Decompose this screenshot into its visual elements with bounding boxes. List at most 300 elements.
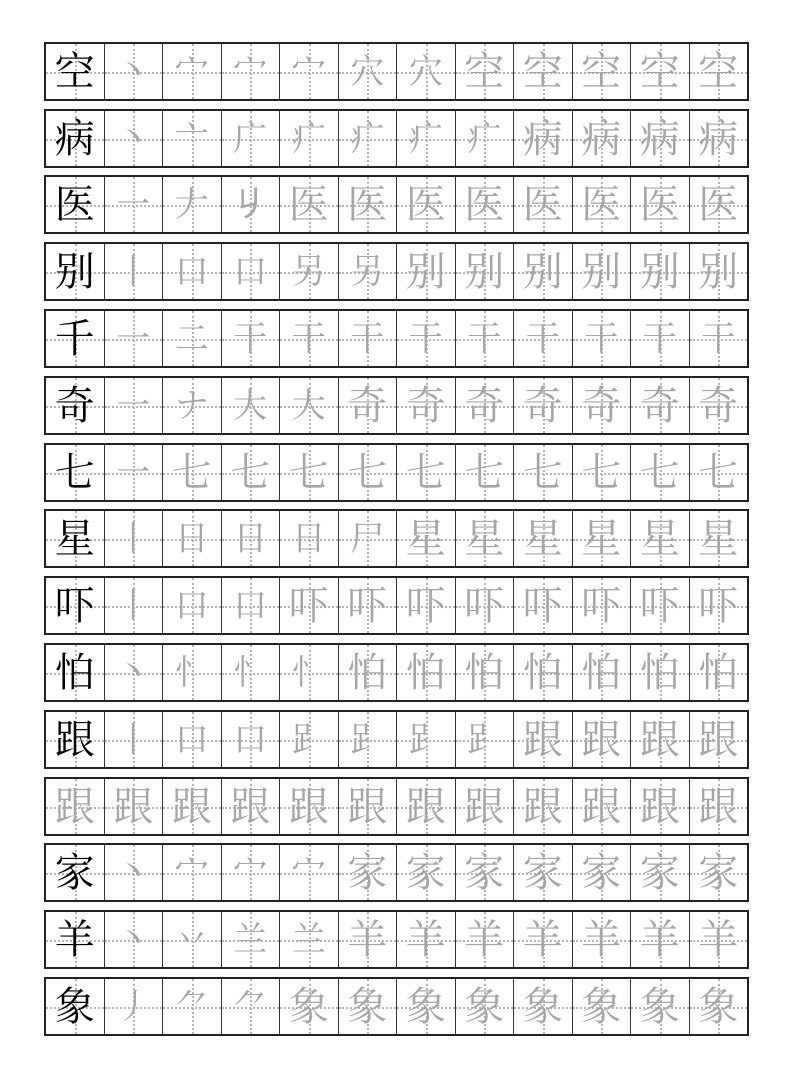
trace-character: 象	[639, 983, 680, 1030]
trace-stroke-cell	[513, 445, 572, 500]
model-character: 别	[54, 248, 95, 295]
trace-character: 医	[522, 181, 563, 228]
trace-character: 七	[581, 449, 622, 496]
trace-stroke-cell	[396, 111, 455, 166]
trace-stroke-cell	[221, 44, 280, 99]
model-character-cell	[46, 511, 104, 566]
trace-character: 跟	[698, 716, 739, 763]
trace-stroke-cell	[338, 578, 397, 633]
trace-character: 怕	[347, 649, 388, 696]
trace-stroke-cell	[104, 177, 163, 232]
trace-character: 医	[347, 181, 388, 228]
trace-stroke-cell	[630, 378, 689, 433]
trace-stroke-cell	[221, 712, 280, 767]
trace-character: 跟	[581, 716, 622, 763]
trace-stroke-cell	[513, 177, 572, 232]
trace-stroke-cell	[279, 578, 338, 633]
trace-character: 口	[233, 719, 268, 760]
trace-character: 干	[291, 318, 326, 359]
trace-stroke-cell	[221, 511, 280, 566]
trace-character: 𧾷	[467, 719, 502, 760]
trace-stroke-cell	[338, 645, 397, 700]
model-character: 怕	[54, 649, 95, 696]
trace-stroke-cell	[396, 378, 455, 433]
model-character-cell	[46, 578, 104, 633]
trace-stroke-cell	[338, 311, 397, 366]
trace-stroke-cell	[104, 578, 163, 633]
trace-stroke-cell	[221, 845, 280, 900]
trace-character: 二	[174, 318, 209, 359]
trace-stroke-cell	[221, 445, 280, 500]
trace-stroke-cell	[162, 378, 221, 433]
trace-stroke-cell	[162, 578, 221, 633]
model-character-cell	[46, 311, 104, 366]
trace-stroke-cell	[104, 44, 163, 99]
trace-character: 宀	[233, 852, 268, 893]
trace-stroke-cell	[572, 244, 631, 299]
trace-character: 丷	[174, 919, 209, 960]
trace-character: 干	[467, 318, 502, 359]
trace-stroke-cell	[455, 712, 514, 767]
trace-stroke-cell	[162, 912, 221, 967]
trace-stroke-cell	[689, 511, 748, 566]
trace-stroke-cell	[338, 912, 397, 967]
trace-stroke-cell	[279, 779, 338, 834]
trace-character: 干	[408, 318, 443, 359]
trace-character: 医	[639, 181, 680, 228]
trace-stroke-cell	[279, 712, 338, 767]
trace-character: 羊	[522, 916, 563, 963]
model-character: 千	[54, 315, 95, 362]
trace-stroke-cell	[338, 44, 397, 99]
trace-character: 吓	[581, 582, 622, 629]
trace-stroke-cell	[455, 244, 514, 299]
trace-stroke-cell	[221, 177, 280, 232]
trace-character: 疒	[350, 118, 385, 159]
trace-stroke-cell	[104, 645, 163, 700]
trace-character: 羊	[464, 916, 505, 963]
trace-stroke-cell	[572, 111, 631, 166]
trace-character: 丶	[116, 51, 151, 92]
trace-stroke-cell	[338, 111, 397, 166]
trace-character: 一	[116, 318, 151, 359]
trace-stroke-cell	[572, 779, 631, 834]
trace-character: 空	[522, 48, 563, 95]
trace-character: 七	[639, 449, 680, 496]
trace-stroke-cell	[689, 445, 748, 500]
trace-character: 丨	[116, 518, 151, 559]
trace-character: 口	[233, 251, 268, 292]
trace-character: 干	[584, 318, 619, 359]
trace-stroke-cell	[513, 511, 572, 566]
practice-row-11	[44, 710, 749, 769]
trace-stroke-cell	[338, 845, 397, 900]
trace-stroke-cell	[513, 111, 572, 166]
trace-stroke-cell	[279, 244, 338, 299]
trace-character: 兰	[291, 919, 326, 960]
trace-stroke-cell	[104, 845, 163, 900]
trace-character: 象	[464, 983, 505, 1030]
trace-stroke-cell	[396, 779, 455, 834]
trace-stroke-cell	[572, 44, 631, 99]
trace-stroke-cell	[689, 779, 748, 834]
trace-stroke-cell	[455, 845, 514, 900]
trace-stroke-cell	[396, 44, 455, 99]
trace-character: 别	[405, 248, 446, 295]
trace-character: 家	[464, 849, 505, 896]
trace-character: 空	[698, 48, 739, 95]
trace-character: ナ	[174, 385, 209, 426]
trace-character: 跟	[522, 716, 563, 763]
model-character-cell	[46, 378, 104, 433]
trace-character: 吓	[405, 582, 446, 629]
trace-stroke-cell	[338, 244, 397, 299]
trace-character: 口	[174, 251, 209, 292]
trace-stroke-cell	[396, 244, 455, 299]
trace-stroke-cell	[455, 311, 514, 366]
trace-stroke-cell	[630, 712, 689, 767]
trace-stroke-cell	[455, 578, 514, 633]
trace-character: 别	[522, 248, 563, 295]
trace-character: 宀	[291, 852, 326, 893]
trace-character: 怕	[464, 649, 505, 696]
trace-stroke-cell	[689, 645, 748, 700]
trace-stroke-cell	[279, 445, 338, 500]
trace-character: 星	[522, 515, 563, 562]
trace-stroke-cell	[630, 511, 689, 566]
trace-character: 病	[581, 115, 622, 162]
trace-character: 奇	[405, 382, 446, 429]
model-character: 奇	[54, 382, 95, 429]
trace-stroke-cell	[630, 244, 689, 299]
trace-stroke-cell	[396, 311, 455, 366]
trace-stroke-cell	[513, 311, 572, 366]
model-character-cell	[46, 44, 104, 99]
trace-stroke-cell	[689, 378, 748, 433]
trace-stroke-cell	[338, 378, 397, 433]
trace-stroke-cell	[572, 845, 631, 900]
trace-character: 别	[464, 248, 505, 295]
trace-character: 空	[581, 48, 622, 95]
trace-stroke-cell	[162, 311, 221, 366]
trace-character: 家	[347, 849, 388, 896]
trace-stroke-cell	[572, 912, 631, 967]
trace-character: 跟	[347, 783, 388, 830]
practice-row-9	[44, 576, 749, 635]
practice-row-7	[44, 443, 749, 502]
trace-stroke-cell	[162, 511, 221, 566]
trace-character: 干	[233, 318, 268, 359]
trace-stroke-cell	[572, 511, 631, 566]
trace-stroke-cell	[455, 378, 514, 433]
trace-character: 跟	[405, 783, 446, 830]
trace-character: 星	[405, 515, 446, 562]
trace-stroke-cell	[338, 177, 397, 232]
trace-stroke-cell	[221, 111, 280, 166]
practice-row-8	[44, 509, 749, 568]
trace-character: 丶	[116, 919, 151, 960]
trace-stroke-cell	[162, 712, 221, 767]
trace-character: 𧾷	[291, 719, 326, 760]
practice-row-12	[44, 777, 749, 836]
trace-character: 一	[116, 184, 151, 225]
trace-stroke-cell	[396, 645, 455, 700]
trace-character: 医	[405, 181, 446, 228]
trace-character: 星	[464, 515, 505, 562]
trace-character: 家	[698, 849, 739, 896]
trace-character: 羊	[581, 916, 622, 963]
practice-row-4	[44, 242, 749, 301]
practice-row-14	[44, 910, 749, 969]
trace-character: 𠂇	[174, 184, 209, 225]
trace-stroke-cell	[689, 712, 748, 767]
trace-stroke-cell	[630, 912, 689, 967]
model-character: 象	[54, 983, 95, 1030]
trace-stroke-cell	[630, 177, 689, 232]
trace-character: 口	[174, 719, 209, 760]
trace-stroke-cell	[104, 511, 163, 566]
trace-stroke-cell	[221, 311, 280, 366]
trace-character: 𧾷	[350, 719, 385, 760]
trace-character: 丿	[116, 986, 151, 1027]
trace-character: 吓	[288, 582, 329, 629]
model-character-cell	[46, 177, 104, 232]
trace-stroke-cell	[104, 311, 163, 366]
trace-character: 干	[350, 318, 385, 359]
trace-stroke-cell	[396, 177, 455, 232]
trace-character: 怕	[522, 649, 563, 696]
trace-stroke-cell	[104, 244, 163, 299]
trace-stroke-cell	[162, 779, 221, 834]
trace-character: 象	[288, 983, 329, 1030]
trace-character: 干	[642, 318, 677, 359]
trace-stroke-cell	[689, 979, 748, 1034]
trace-character: 跟	[522, 783, 563, 830]
trace-character: 亠	[174, 118, 209, 159]
trace-character: 羊	[347, 916, 388, 963]
trace-stroke-cell	[104, 378, 163, 433]
trace-character: 医	[464, 181, 505, 228]
trace-character: 羊	[405, 916, 446, 963]
model-character-cell	[46, 912, 104, 967]
trace-stroke-cell	[572, 979, 631, 1034]
trace-character: 宀	[174, 852, 209, 893]
trace-character: 医	[288, 181, 329, 228]
trace-character: 日	[291, 518, 326, 559]
trace-character: 七	[230, 449, 271, 496]
trace-character: 七	[464, 449, 505, 496]
trace-character: 家	[522, 849, 563, 896]
trace-character: 兰	[233, 919, 268, 960]
trace-stroke-cell	[630, 845, 689, 900]
trace-stroke-cell	[630, 578, 689, 633]
trace-stroke-cell	[455, 979, 514, 1034]
trace-character: 一	[116, 385, 151, 426]
trace-stroke-cell	[513, 578, 572, 633]
trace-character: 家	[405, 849, 446, 896]
trace-stroke-cell	[630, 44, 689, 99]
trace-character: 穴	[350, 51, 385, 92]
trace-stroke-cell	[104, 111, 163, 166]
model-character-cell	[46, 712, 104, 767]
trace-character: 别	[581, 248, 622, 295]
trace-character: 跟	[639, 783, 680, 830]
trace-character: 𧾷	[408, 719, 443, 760]
trace-character: 医	[581, 181, 622, 228]
trace-stroke-cell	[572, 578, 631, 633]
trace-character: 跟	[464, 783, 505, 830]
practice-row-3	[44, 175, 749, 234]
trace-character: 怕	[698, 649, 739, 696]
trace-stroke-cell	[630, 111, 689, 166]
trace-stroke-cell	[455, 645, 514, 700]
model-character: 星	[54, 515, 95, 562]
trace-character: 七	[698, 449, 739, 496]
trace-character: 穴	[408, 51, 443, 92]
trace-stroke-cell	[338, 979, 397, 1034]
trace-stroke-cell	[104, 779, 163, 834]
trace-stroke-cell	[513, 712, 572, 767]
trace-character: 家	[639, 849, 680, 896]
model-character: 跟	[54, 716, 95, 763]
trace-stroke-cell	[689, 845, 748, 900]
trace-character: 另	[291, 251, 326, 292]
trace-character: 跟	[581, 783, 622, 830]
trace-stroke-cell	[630, 445, 689, 500]
trace-character: 丶	[116, 852, 151, 893]
trace-stroke-cell	[396, 845, 455, 900]
trace-stroke-cell	[513, 645, 572, 700]
trace-character: 疒	[467, 118, 502, 159]
practice-row-13	[44, 843, 749, 902]
trace-character: 吓	[522, 582, 563, 629]
trace-stroke-cell	[396, 445, 455, 500]
model-character-cell	[46, 845, 104, 900]
model-character: 医	[54, 181, 95, 228]
model-character-cell	[46, 445, 104, 500]
trace-character: 象	[698, 983, 739, 1030]
trace-stroke-cell	[689, 244, 748, 299]
trace-stroke-cell	[572, 311, 631, 366]
trace-stroke-cell	[572, 378, 631, 433]
trace-stroke-cell	[104, 912, 163, 967]
trace-character: 忄	[233, 652, 268, 693]
trace-stroke-cell	[338, 779, 397, 834]
practice-row-1	[44, 42, 749, 101]
trace-stroke-cell	[162, 445, 221, 500]
trace-character: 吓	[464, 582, 505, 629]
trace-character: 干	[701, 318, 736, 359]
trace-stroke-cell	[221, 244, 280, 299]
trace-character: 星	[639, 515, 680, 562]
trace-character: 奇	[581, 382, 622, 429]
model-character: 羊	[54, 916, 95, 963]
trace-character: 吓	[639, 582, 680, 629]
trace-stroke-cell	[338, 445, 397, 500]
practice-row-15	[44, 977, 749, 1036]
trace-stroke-cell	[572, 645, 631, 700]
trace-character: 丨	[116, 251, 151, 292]
trace-character: 羊	[639, 916, 680, 963]
trace-stroke-cell	[572, 445, 631, 500]
trace-character: 大	[291, 385, 326, 426]
trace-stroke-cell	[689, 578, 748, 633]
trace-character: 七	[288, 449, 329, 496]
trace-stroke-cell	[279, 845, 338, 900]
trace-character: 病	[698, 115, 739, 162]
trace-stroke-cell	[162, 111, 221, 166]
trace-stroke-cell	[279, 979, 338, 1034]
trace-stroke-cell	[279, 511, 338, 566]
trace-stroke-cell	[221, 979, 280, 1034]
trace-character: ⺈	[233, 986, 268, 1027]
trace-stroke-cell	[162, 645, 221, 700]
model-character-cell	[46, 979, 104, 1034]
trace-character: 广	[233, 118, 268, 159]
trace-character: 星	[698, 515, 739, 562]
trace-stroke-cell	[104, 445, 163, 500]
trace-stroke-cell	[455, 511, 514, 566]
trace-stroke-cell	[338, 511, 397, 566]
trace-stroke-cell	[162, 845, 221, 900]
trace-character: 怕	[405, 649, 446, 696]
trace-stroke-cell	[279, 177, 338, 232]
trace-character: 跟	[288, 783, 329, 830]
trace-stroke-cell	[513, 912, 572, 967]
trace-character: 跟	[113, 783, 154, 830]
model-character: 跟	[54, 783, 95, 830]
trace-stroke-cell	[630, 311, 689, 366]
trace-stroke-cell	[513, 845, 572, 900]
trace-stroke-cell	[396, 979, 455, 1034]
trace-character: 吓	[698, 582, 739, 629]
practice-row-10	[44, 643, 749, 702]
trace-stroke-cell	[279, 912, 338, 967]
trace-character: 七	[405, 449, 446, 496]
trace-character: 别	[639, 248, 680, 295]
model-character: 家	[54, 849, 95, 896]
trace-stroke-cell	[455, 912, 514, 967]
trace-character: 丨	[116, 719, 151, 760]
trace-character: 七	[347, 449, 388, 496]
model-character: 吓	[54, 582, 95, 629]
trace-character: 大	[233, 385, 268, 426]
trace-character: 疒	[291, 118, 326, 159]
model-character: 七	[54, 449, 95, 496]
trace-stroke-cell	[513, 779, 572, 834]
trace-character: 跟	[171, 783, 212, 830]
trace-stroke-cell	[689, 912, 748, 967]
trace-stroke-cell	[513, 244, 572, 299]
trace-stroke-cell	[279, 44, 338, 99]
trace-character: 病	[639, 115, 680, 162]
model-character-cell	[46, 244, 104, 299]
trace-stroke-cell	[221, 779, 280, 834]
trace-character: 跟	[230, 783, 271, 830]
trace-character: 忄	[174, 652, 209, 693]
trace-character: 宀	[291, 51, 326, 92]
model-character: 病	[54, 115, 95, 162]
trace-stroke-cell	[513, 44, 572, 99]
trace-stroke-cell	[513, 378, 572, 433]
trace-stroke-cell	[338, 712, 397, 767]
trace-stroke-cell	[396, 712, 455, 767]
trace-character: 家	[581, 849, 622, 896]
trace-stroke-cell	[396, 912, 455, 967]
trace-stroke-cell	[396, 511, 455, 566]
trace-stroke-cell	[630, 645, 689, 700]
model-character-cell	[46, 645, 104, 700]
